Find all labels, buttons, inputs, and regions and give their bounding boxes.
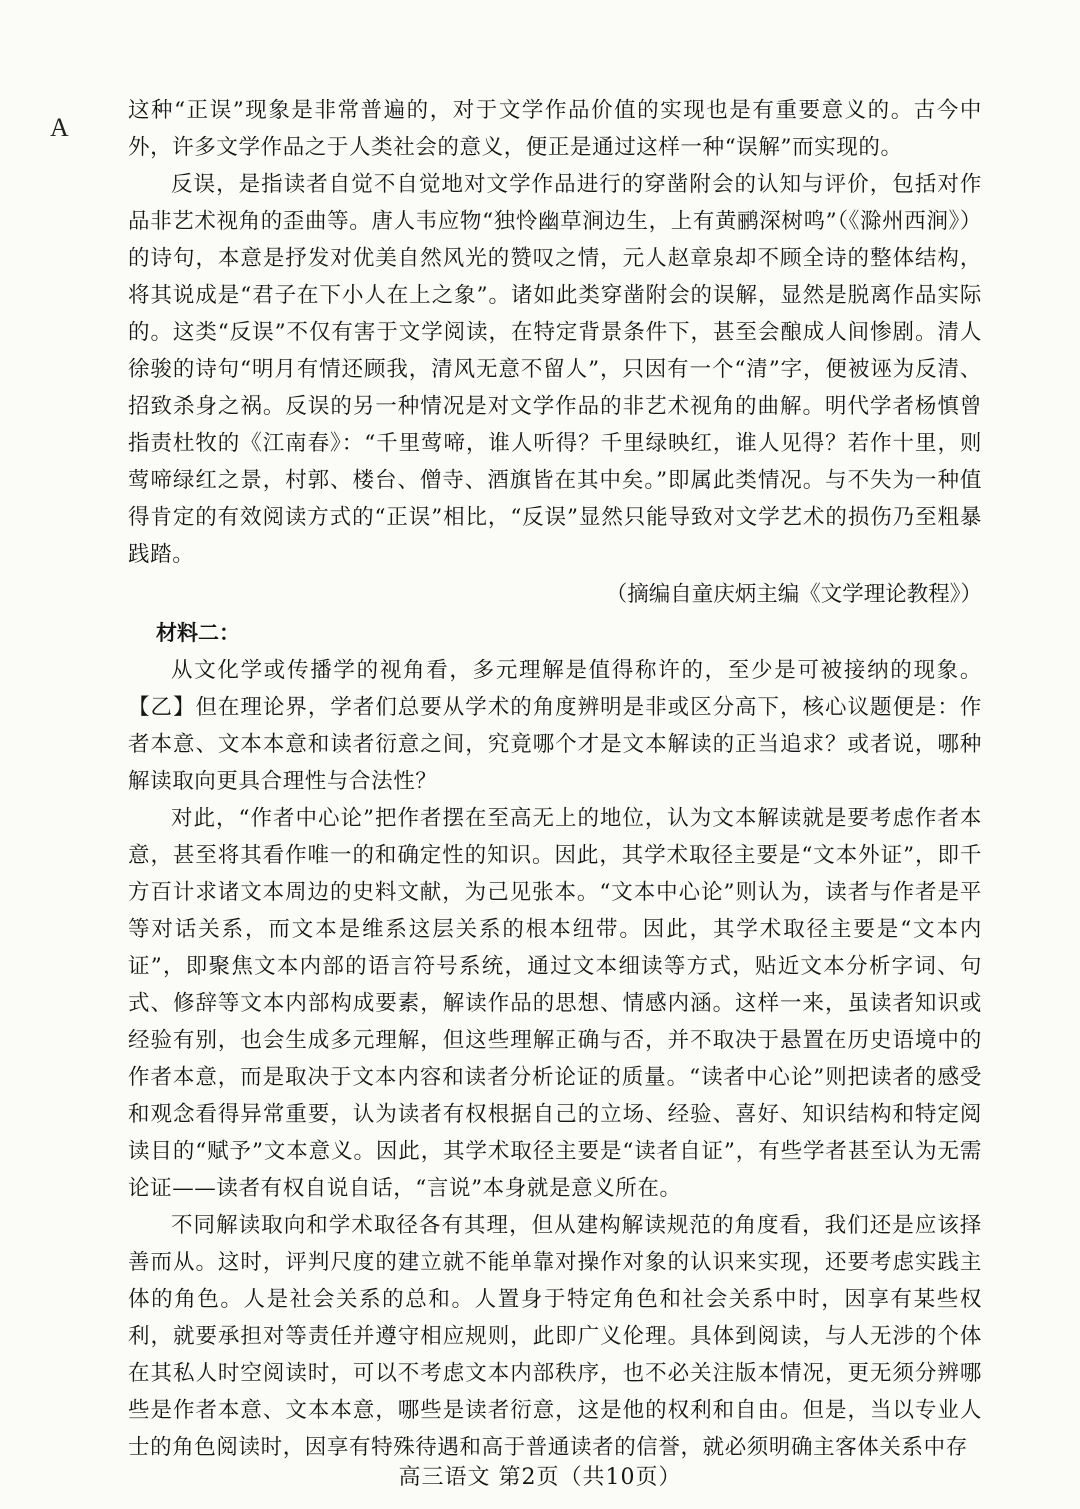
- material1-source: （摘编自童庆炳主编《文学理论教程》）: [605, 582, 982, 607]
- exam-page-body: [128, 92, 982, 1466]
- material2-heading: 材料二：: [156, 621, 240, 645]
- page-footer: 高三语文 第2页（共10页）: [398, 1465, 682, 1490]
- material1-paragraph-2: 反误，是指读者自觉不自觉地对文学作品进行的穿凿附会的认知与评价，包括对作品非艺术视角的歪曲等。唐人韦应物“独怜幽草涧边生，上有黄鹂深树鸣”（《滁州西涧》）的诗句，本意是抒发对优美自然风光的赞叹之情，元人赵章泉却不顾全诗的整体结构，将其说成是“君子在下小人在上之象”。诸如此类穿凿附会的误解，显然是脱离作品实际的。这类“反误”不仅有害于文学阅读，在特定背景条件下，甚至会酿成人间惨剧。清人徐骏的诗句“明月有情还顾我，清风无意不留人”，只因有一个“清”字，便被诬为反清、招致杀身之祸。反误的另一种情况是对文学作品的非艺术视角的曲解。明代学者杨慎曾指责杜牧的《江南春》：“千里莺啼，谁人听得？千里绿映红，谁人见得？若作十里，则莺啼绿红之景，村郭、楼台、僧寺、酒旗皆在其中矣。”即属此类情况。与不失为一种值得肯定的有效阅读方式的“正误”相比，“反误”显然只能导致对文学艺术的损伤乃至粗暴践踏。: [128, 172, 982, 567]
- material2-paragraph-1: 从文化学或传播学的视角看，多元理解是值得称许的，至少是可被接纳的现象。【乙】但在理论界，学者们总要从学术的角度辨明是非或区分高下，核心议题便是：作者本意、文本本意和读者衍意之间，究竟哪个才是文本解读的正当追求？或者说，哪种解读取向更具合理性与合法性？: [128, 658, 982, 794]
- material1-paragraph-1: 这种“正误”现象是非常普遍的，对于文学作品价值的实现也是有重要意义的。古今中外，许多文学作品之于人类社会的意义，便正是通过这样一种“误解”而实现的。: [128, 98, 982, 160]
- material2-paragraph-3: 不同解读取向和学术取径各有其理，但从建构解读规范的角度看，我们还是应该择善而从。这时，评判尺度的建立就不能单靠对操作对象的认识来实现，还要考虑实践主体的角色。人是社会关系的总和。人置身于特定角色和社会关系中时，因享有某些权利，就要承担对等责任并遵守相应规则，此即广义伦理。具体到阅读，与人无涉的个体在其私人时空阅读时，可以不考虑文本内部秩序，也不必关注版本情况，更无须分辨哪些是作者本意、文本本意，哪些是读者衍意，这是他的权利和自由。但是，当以专业人士的角色阅读时，因享有特殊待遇和高于普通读者的信誉，就必须明确主客体关系中存: [128, 1213, 982, 1460]
- material2-paragraph-2: 对此，“作者中心论”把作者摆在至高无上的地位，认为文本解读就是要考虑作者本意，甚至将其看作唯一的和确定性的知识。因此，其学术取径主要是“文本外证”，即千方百计求诸文本周边的史料文献，为己见张本。“文本中心论”则认为，读者与作者是平等对话关系，而文本是维系这层关系的根本纽带。因此，其学术取径主要是“文本内证”，即聚焦文本内部的语言符号系统，通过文本细读等方式，贴近文本分析字词、句式、修辞等文本内部构成要素，解读作品的思想、情感内涵。这样一来，虽读者知识或经验有别，也会生成多元理解，但这些理解正确与否，并不取决于悬置在历史语境中的作者本意，而是取决于文本内容和读者分析论证的质量。“读者中心论”则把读者的感受和观念看得异常重要，认为读者有权根据自己的立场、经验、喜好、知识结构和特定阅读目的“赋予”文本意义。因此，其学术取径主要是“读者自证”，有些学者甚至认为无需论证——读者有权自说自话，“言说”本身就是意义所在。: [128, 806, 982, 1201]
- margin-mark: A: [50, 113, 69, 142]
